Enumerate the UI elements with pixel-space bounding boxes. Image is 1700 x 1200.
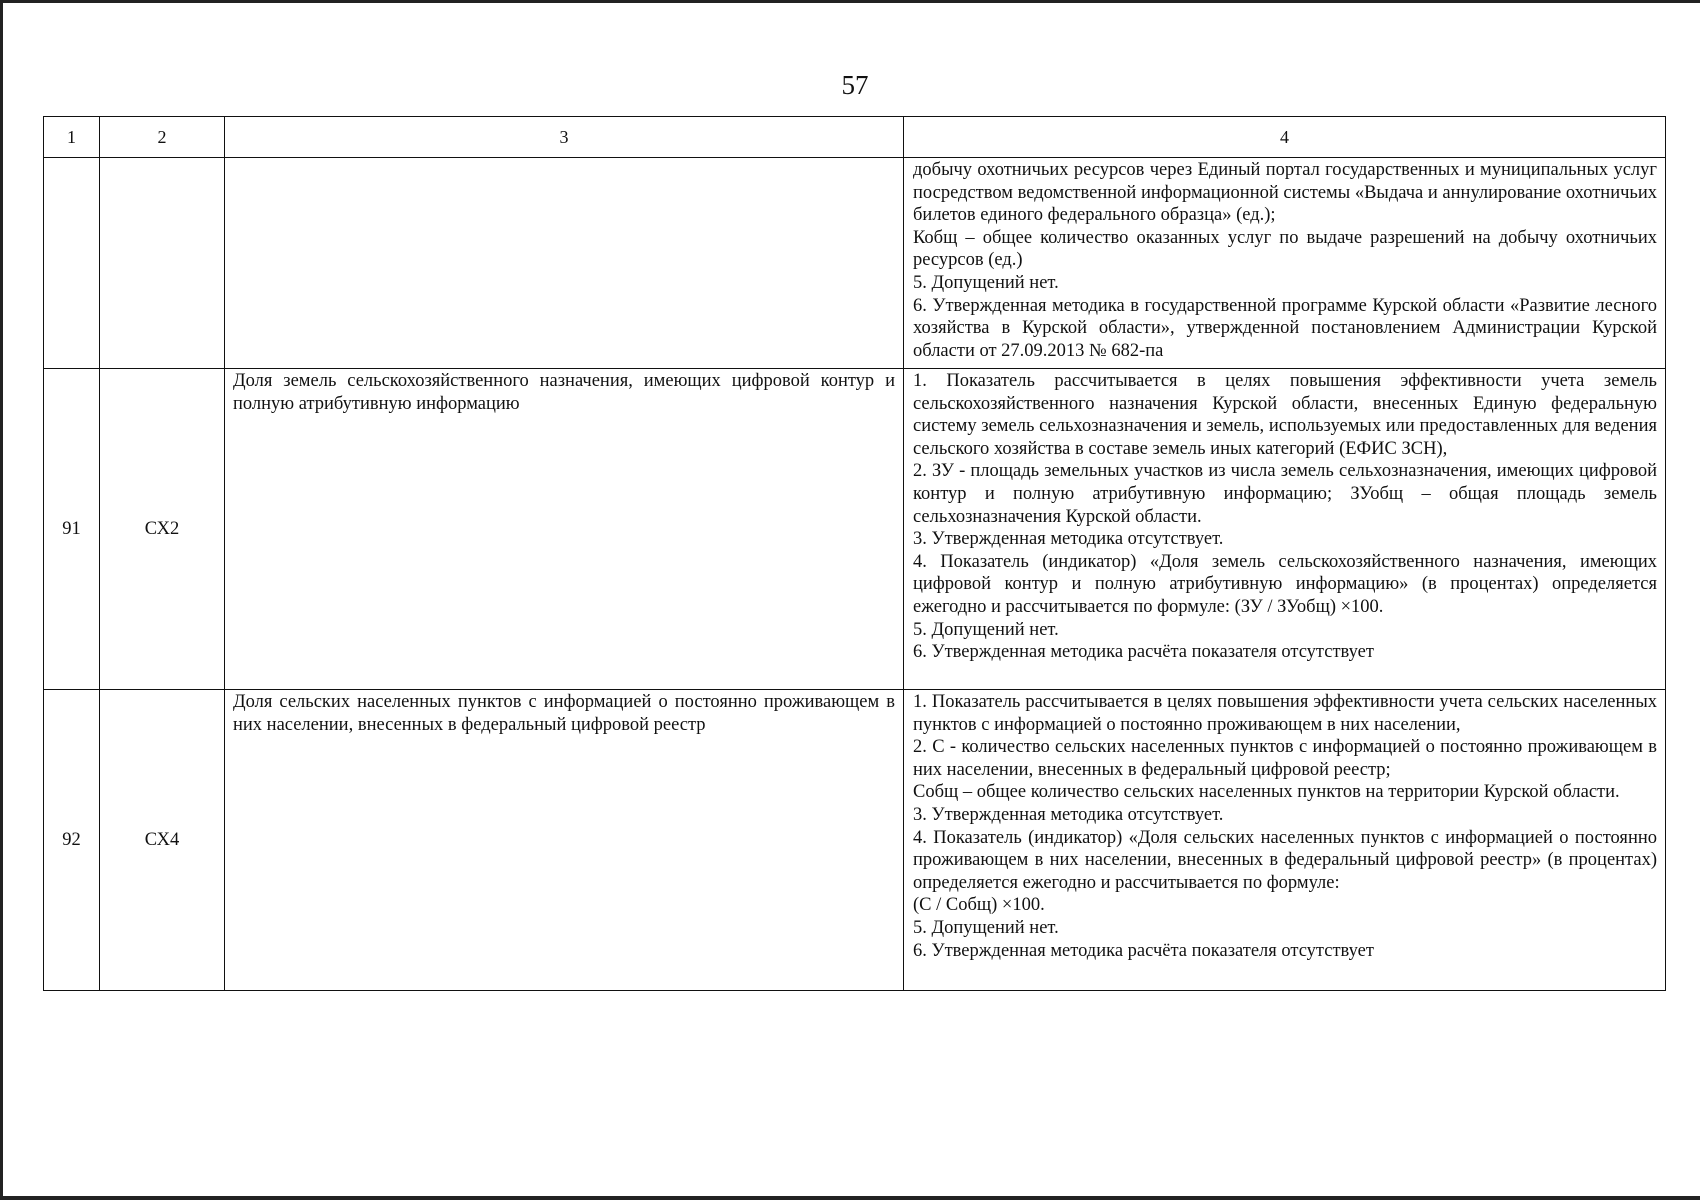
description-paragraph: 4. Показатель (индикатор) «Доля земель сельскохозяйственного назначения, имеющих цифровой контур и полную атрибутивную информацию» (в процентах) определяется ежегодно и рассчитывается по формуле: (ЗУ / ЗУобщ) ×100. <box>913 551 1657 617</box>
description-paragraph: 6. Утвержденная методика расчёта показателя отсутствует <box>913 940 1374 961</box>
column-header-2: 2 <box>100 117 225 158</box>
row-code-cell: СХ2 <box>100 369 225 690</box>
column-header-1: 1 <box>44 117 100 158</box>
indicator-name-cell: Доля земель сельскохозяйственного назначения, имеющих цифровой контур и полную атрибутивную информацию <box>225 369 904 690</box>
description-paragraph: 6. Утвержденная методика расчёта показателя отсутствует <box>913 642 1374 663</box>
description-paragraph: 1. Показатель рассчитывается в целях повышения эффективности учета сельских населенных пунктов с информацией о постоянно проживающем в них населении, <box>913 692 1657 735</box>
indicator-description-cell <box>904 158 1666 369</box>
description-paragraph: Кобщ – общее количество оказанных услуг по выдаче разрешений на добычу охотничьих ресурсов (ед.) <box>913 227 1657 271</box>
scan-border-top <box>0 0 1700 3</box>
row-number-cell: 91 <box>44 369 100 690</box>
table-row-92 <box>44 690 1666 991</box>
description-paragraph: (С / Собщ) ×100. <box>913 895 1045 916</box>
description-paragraph: 5. Допущений нет. <box>913 917 1059 938</box>
scan-border-left <box>0 0 3 1200</box>
indicator-name-cell: Доля сельских населенных пунктов с информацией о постоянно проживающем в них населении, внесенных в федеральный цифровой реестр <box>225 690 904 991</box>
scan-border-bottom <box>0 1196 1700 1200</box>
column-header-4: 4 <box>904 117 1666 158</box>
indicator-name-cell <box>225 158 904 369</box>
row-code-cell <box>100 158 225 369</box>
row-number-cell: 92 <box>44 690 100 991</box>
description-paragraph: 2. ЗУ - площадь земельных участков из числа земель сельхозназначения, имеющих цифровой контур и полную атрибутивную информацию; ЗУобщ – общая площадь земель сельхозназначения Курской области. <box>913 461 1657 527</box>
table-row-91 <box>44 369 1666 690</box>
table-header-row <box>44 117 1666 158</box>
description-paragraph: добычу охотничьих ресурсов через Единый портал государственных и муниципальных услуг посредством ведомственной информационной системы «Выдача и аннулирование охотничьих билетов единого федерального образца» (ед.); <box>913 160 1657 226</box>
row-number-cell <box>44 158 100 369</box>
indicator-description-cell <box>904 690 1666 991</box>
table-row-continuation <box>44 158 1666 369</box>
description-paragraph: 4. Показатель (индикатор) «Доля сельских населенных пунктов с информацией о постоянно проживающем в них населении, внесенных в федеральный цифровой реестр» (в процентах) определяется ежегодно и рассчитывается по формуле: <box>913 827 1657 893</box>
description-paragraph: 5. Допущений нет. <box>913 272 1059 293</box>
description-paragraph: Собщ – общее количество сельских населенных пунктов на территории Курской области. <box>913 782 1620 803</box>
indicator-description-cell <box>904 369 1666 690</box>
description-paragraph: 6. Утвержденная методика в государственной программе Курской области «Развитие лесного хозяйства в Курской области», утвержденной постановлением Администрации Курской области от 27.09.2013 № 682-па <box>913 295 1657 361</box>
row-code-cell: СХ4 <box>100 690 225 991</box>
description-paragraph: 5. Допущений нет. <box>913 619 1059 640</box>
page-number: 57 <box>841 70 869 100</box>
description-paragraph: 1. Показатель рассчитывается в целях повышения эффективности учета земель сельскохозяйственного назначения Курской области, внесенных Единую федеральную систему земель сельхозназначения и земель, используемых или предоставленных для ведения сельского хозяйства в составе земель иных категорий (ЕФИС ЗСН), <box>913 371 1657 459</box>
description-paragraph: 3. Утвержденная методика отсутствует. <box>913 529 1224 550</box>
column-header-3: 3 <box>225 117 904 158</box>
description-paragraph: 2. С - количество сельских населенных пунктов с информацией о постоянно проживающем в них населении, внесенных в федеральный цифровой реестр; <box>913 737 1657 780</box>
indicator-table <box>43 116 1666 991</box>
description-paragraph: 3. Утвержденная методика отсутствует. <box>913 804 1224 825</box>
